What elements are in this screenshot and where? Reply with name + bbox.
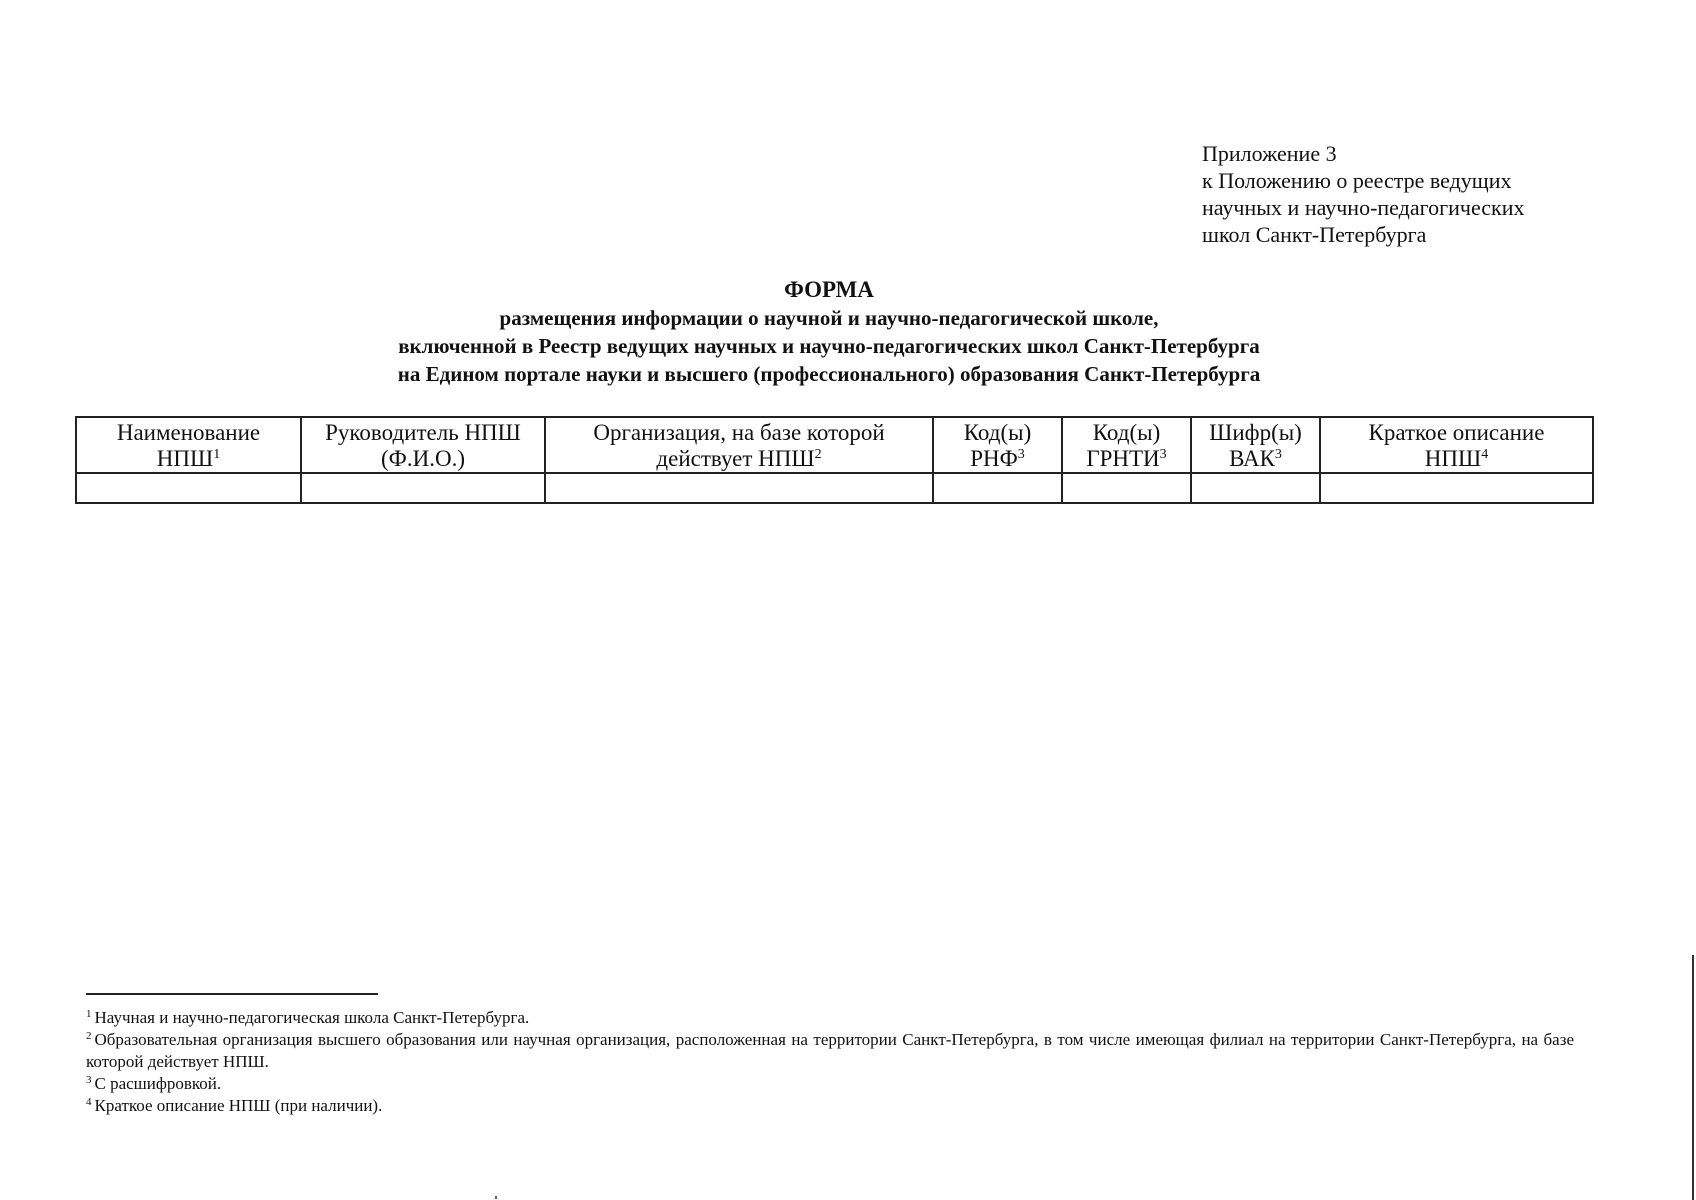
footnote-ref: 1	[213, 447, 221, 462]
footnote-ref: 3	[1017, 447, 1025, 462]
footnote-item	[86, 1007, 1574, 1029]
footnote-number: 1	[86, 1008, 92, 1020]
footnote-ref: 4	[1481, 447, 1489, 462]
column-header-line1: Шифр(ы)	[1209, 420, 1302, 445]
table-cell	[933, 473, 1062, 503]
footnote-item	[86, 1073, 1574, 1095]
table-cell	[545, 473, 933, 503]
footnote-item	[86, 1095, 1574, 1117]
footnote-number: 3	[86, 1074, 92, 1086]
footnote-ref: 3	[1159, 447, 1167, 462]
column-header-leader	[301, 417, 545, 473]
footnote-number: 2	[86, 1030, 92, 1042]
footnote-text: Образовательная организация высшего образования или научная организация, расположенная на территории Санкт-Петербурга, в том числе имеющая филиал на территории Санкт-Петербурга, на базе которой действует НПШ.	[86, 1030, 1574, 1071]
column-header-description	[1320, 417, 1593, 473]
column-header-grnti-codes	[1062, 417, 1191, 473]
table-cell	[301, 473, 545, 503]
column-header-name	[76, 417, 301, 473]
table-cell	[76, 473, 301, 503]
table-row	[76, 473, 1593, 503]
scan-edge-mark	[1692, 955, 1694, 1200]
footnote-ref: 2	[814, 447, 822, 462]
footnote-text: Научная и научно-педагогическая школа Санкт-Петербурга.	[94, 1008, 530, 1027]
appendix-line: школ Санкт-Петербурга	[1202, 222, 1427, 247]
column-header-line1: Код(ы)	[1092, 420, 1161, 445]
form-heading: ФОРМА	[784, 277, 874, 302]
column-header-line2: ГРНТИ	[1086, 446, 1160, 471]
column-header-line1: Краткое описание	[1368, 420, 1545, 445]
form-title-block	[0, 276, 1658, 388]
column-header-line1: Код(ы)	[963, 420, 1032, 445]
footnote-item	[86, 1029, 1574, 1073]
footnote-separator	[86, 993, 378, 995]
table-header-row	[76, 417, 1593, 473]
appendix-line: к Положению о реестре ведущих	[1202, 168, 1512, 193]
scan-speck	[495, 1196, 497, 1199]
footnotes	[86, 1007, 1574, 1117]
column-header-line1: Руководитель НПШ	[325, 420, 521, 445]
form-subtitle-line: размещения информации о научной и научно-педагогической школе,	[499, 306, 1159, 330]
form-table	[75, 416, 1594, 504]
table-cell	[1191, 473, 1320, 503]
column-header-line2: РНФ	[970, 446, 1018, 471]
footnote-text: Краткое описание НПШ (при наличии).	[94, 1096, 383, 1115]
column-header-line2: ВАК	[1229, 446, 1275, 471]
column-header-organization	[545, 417, 933, 473]
form-subtitle-line: включенной в Реестр ведущих научных и научно-педагогических школ Санкт-Петербурга	[398, 334, 1260, 358]
table-cell	[1320, 473, 1593, 503]
appendix-line: научных и научно-педагогических	[1202, 195, 1525, 220]
column-header-line1: Наименование	[116, 420, 261, 445]
column-header-line2: (Ф.И.О.)	[381, 446, 465, 471]
form-subtitle-line: на Едином портале науки и высшего (профессионального) образования Санкт-Петербурга	[397, 362, 1261, 386]
footnote-text: С расшифровкой.	[94, 1074, 222, 1093]
footnote-number: 4	[86, 1096, 92, 1108]
appendix-header	[1202, 140, 1524, 248]
footnote-ref: 3	[1274, 447, 1282, 462]
column-header-line2: НПШ	[156, 446, 214, 471]
column-header-line1: Организация, на базе которой	[593, 420, 885, 445]
column-header-vak-codes	[1191, 417, 1320, 473]
table-cell	[1062, 473, 1191, 503]
column-header-line2: действует НПШ	[656, 446, 815, 471]
column-header-line2: НПШ	[1424, 446, 1482, 471]
column-header-rnf-codes	[933, 417, 1062, 473]
appendix-line: Приложение 3	[1202, 141, 1337, 166]
